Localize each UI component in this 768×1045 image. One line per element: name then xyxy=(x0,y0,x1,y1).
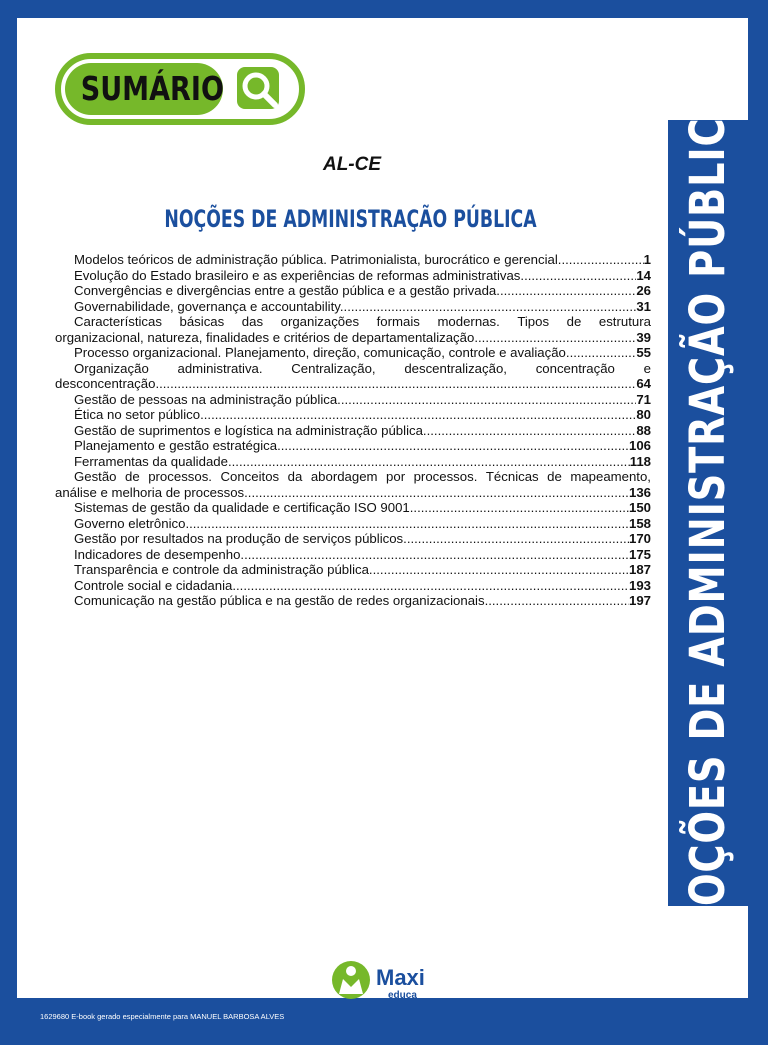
toc-entry xyxy=(55,361,651,392)
toc-entry xyxy=(55,500,651,516)
toc-entry xyxy=(55,423,651,439)
toc-dot-leader xyxy=(204,407,637,423)
toc-dot-leader xyxy=(524,268,636,284)
toc-dot-leader xyxy=(478,330,636,346)
toc-dot-leader xyxy=(159,376,636,392)
footer-note: 1629680 E-book gerado especialmente para MANUEL BARBOSA ALVES xyxy=(40,1012,285,1021)
toc-dot-leader xyxy=(407,531,629,547)
toc-entry xyxy=(55,531,651,547)
toc-entry-text: Gestão por resultados na produção de serviços públicos. xyxy=(74,531,407,546)
toc-entry-text: Comunicação na gestão pública e na gestão de redes organizacionais xyxy=(74,593,485,608)
toc-dot-leader xyxy=(236,578,629,594)
toc-entry-text: desconcentração. xyxy=(55,376,160,391)
toc-entry-text: Processo organizacional. Planejamento, direção, comunicação, controle e avaliação. xyxy=(74,345,570,360)
toc-page-number: 118 xyxy=(629,453,651,469)
toc-dot-leader xyxy=(344,299,637,315)
toc-dot-leader xyxy=(410,500,629,516)
logo-brand: Maxi xyxy=(376,965,425,990)
toc-entry xyxy=(55,593,651,609)
toc-entry-text: Governabilidade, governança e accountability. xyxy=(74,298,344,314)
toc-dot-leader xyxy=(561,252,643,268)
toc-page-number: 197 xyxy=(628,593,651,608)
toc-entry xyxy=(55,299,651,315)
search-icon xyxy=(233,65,289,113)
toc-entry-text: Governo eletrônico xyxy=(74,515,186,531)
toc-entry xyxy=(55,562,651,578)
toc-entry-text: Evolução do Estado brasileiro e as experiências de reformas administrativas. xyxy=(74,267,525,283)
toc-dot-leader xyxy=(570,345,637,361)
side-title-band xyxy=(668,87,748,939)
toc-page-number: 39 xyxy=(636,329,651,345)
toc-dot-leader xyxy=(281,438,629,454)
toc-page-number: 71 xyxy=(636,391,651,407)
toc-entry-text: Gestão de pessoas na administração pública. xyxy=(74,391,341,407)
toc-entry-first-line: Organização administrativa. Centralização, descentralização, concentração e xyxy=(74,360,651,376)
toc-page-number: 55 xyxy=(636,345,651,360)
toc-entry xyxy=(55,314,651,345)
toc-entry-text: Ferramentas da qualidade. xyxy=(74,453,232,469)
toc-dot-leader xyxy=(248,485,629,501)
toc-page-number: 106 xyxy=(628,438,651,453)
summary-badge-pill xyxy=(65,63,223,115)
toc-page-number: 175 xyxy=(628,546,651,562)
toc-entry-first-line: Características básicas das organizações formais modernas. Tipos de estrutura xyxy=(74,314,651,329)
toc-dot-leader xyxy=(244,547,629,563)
toc-page-number: 187 xyxy=(628,562,651,577)
toc-entry-text: Gestão de suprimentos e logística na administração pública. xyxy=(74,422,427,438)
toc-page-number: 88 xyxy=(636,422,651,438)
toc-entry-text: Modelos teóricos de administração pública. Patrimonialista, burocrático e gerencial. xyxy=(74,252,562,267)
toc-entry xyxy=(55,516,651,532)
toc-entry-text: análise e melhoria de processos. xyxy=(55,484,248,500)
toc-entry xyxy=(55,578,651,594)
subtitle: AL-CE xyxy=(322,154,382,175)
toc-dot-leader xyxy=(373,562,629,578)
side-title: NOÇÕES DE ADMINISTRAÇÃO PÚBLICA xyxy=(680,87,736,939)
toc-entry xyxy=(55,345,651,361)
toc-page-number: 80 xyxy=(636,407,651,422)
toc-entry-text: Ética no setor público. xyxy=(74,407,204,422)
summary-badge xyxy=(55,53,305,125)
toc-page-number: 150 xyxy=(628,500,651,515)
toc-dot-leader xyxy=(427,423,637,439)
toc-entry-text: Sistemas de gestão da qualidade e certificação ISO 9001 xyxy=(74,500,410,515)
toc-page-number: 31 xyxy=(636,298,651,314)
toc-entry-text: Planejamento e gestão estratégica. xyxy=(74,438,281,453)
toc-entry-text: Controle social e cidadania. xyxy=(74,577,237,593)
toc-entry-text: organizacional, natureza, finalidades e critérios de departamentalização. xyxy=(55,329,478,345)
toc-page-number: 14 xyxy=(636,267,651,283)
toc-entry xyxy=(55,392,651,408)
toc-page-number: 26 xyxy=(636,283,651,298)
toc-entry xyxy=(55,469,651,500)
toc-entry-text: Convergências e divergências entre a gestão pública e a gestão privada. xyxy=(74,283,500,298)
toc-dot-leader xyxy=(341,392,636,408)
toc-entry-text: Indicadores de desempenho. xyxy=(74,546,245,562)
toc-page-number: 158 xyxy=(628,515,651,531)
toc-entry xyxy=(55,438,651,454)
toc-page-number: 1 xyxy=(643,252,651,267)
toc-entry xyxy=(55,407,651,423)
toc-page-number: 170 xyxy=(628,531,651,546)
toc-entry xyxy=(55,283,651,299)
toc-entry xyxy=(55,547,651,563)
toc-page-number: 193 xyxy=(628,577,651,593)
maxi-educa-logo xyxy=(330,958,442,1002)
toc-dot-leader xyxy=(185,516,629,532)
toc-entry-first-line: Gestão de processos. Conceitos da abordagem por processos. Técnicas de mapeamento, xyxy=(74,469,651,484)
table-of-contents xyxy=(55,252,651,609)
toc-page-number: 64 xyxy=(636,376,651,391)
toc-dot-leader xyxy=(500,283,636,299)
toc-page-number: 136 xyxy=(628,484,651,500)
logo-sub: educa xyxy=(388,990,417,1001)
summary-label: SUMÁRIO xyxy=(80,69,224,108)
section-title: NOÇÕES DE ADMINISTRAÇÃO PÚBLICA xyxy=(163,205,537,233)
toc-entry xyxy=(55,268,651,284)
toc-entry-text: Transparência e controle da administração pública. xyxy=(74,562,373,577)
toc-entry xyxy=(55,252,651,268)
toc-dot-leader xyxy=(232,454,630,470)
toc-dot-leader xyxy=(485,593,629,609)
toc-entry xyxy=(55,454,651,470)
